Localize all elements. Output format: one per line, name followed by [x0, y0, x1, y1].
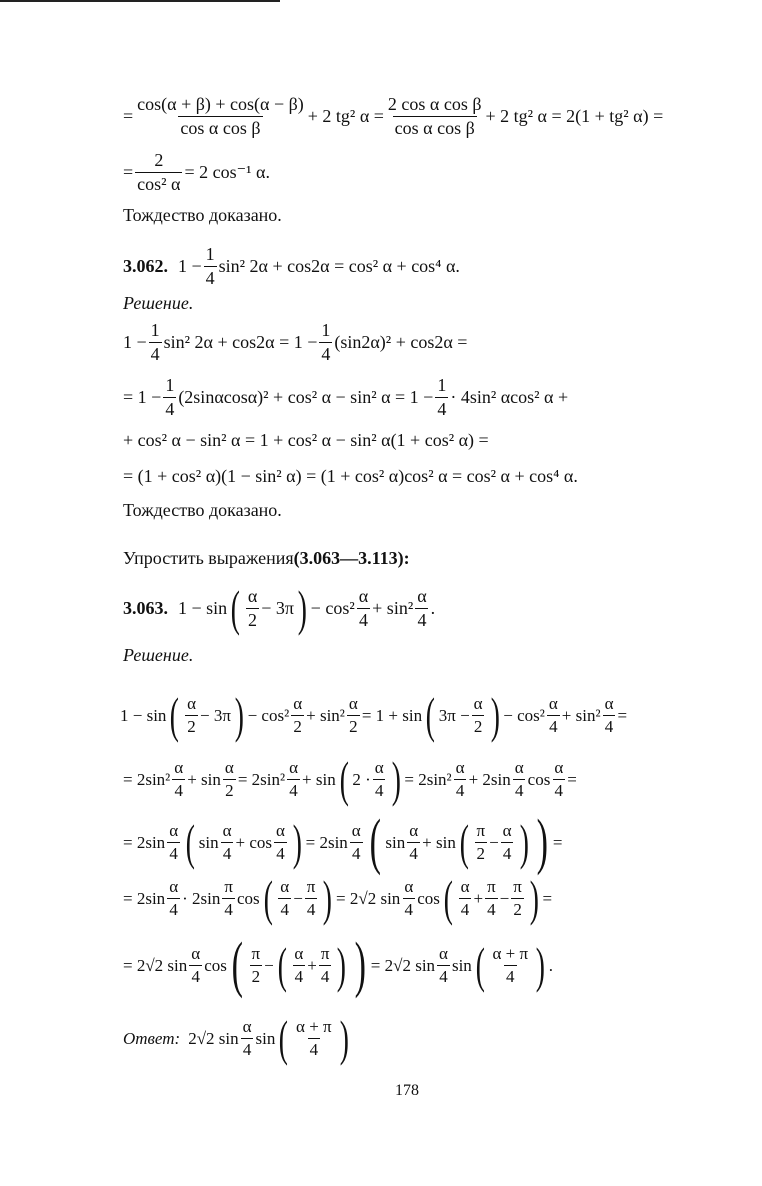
expression: + 2 tg² α = 2(1 + tg² α) = — [485, 106, 664, 126]
problem-number: 3.062. — [123, 256, 168, 276]
solution-3063-line-1: 1 − sin ( $\frac{\alpha}{2}$ − 3π ) − cos² $\frac{\alpha}{2}$ + sin² $\frac{\alpha}{2}$ = 1 + sin ( 3π − $\frac{\alpha}{2}$ ) − cos² $\frac{\alpha}{4}$ + sin² $\frac{\alpha}{4}$ = — [120, 687, 628, 743]
fraction: $\frac{2}{\text{cos² α}}$ — [137, 150, 181, 194]
page-number: 178 — [395, 1082, 419, 1099]
expression: = 2 cos⁻¹ α. — [184, 162, 270, 182]
fraction: $\frac{1}{4}$ — [150, 320, 160, 364]
section-heading-range: (3.063—3.113): — [293, 548, 410, 568]
solution-3062-line-1: 1 − $\frac{1}{4}$ sin² 2α + cos2α = 1 − $\frac{1}{4}$ (sin2α)² + cos2α = — [123, 320, 468, 364]
problem-3063: 3.063. 1 − sin ( $\frac{\alpha}{2}$ − 3π ) − cos² $\frac{\alpha}{4}$ + sin² $\frac{\alpha}{4}$ . — [123, 580, 436, 636]
solution-label-2: Решение. — [123, 645, 194, 665]
expression: sin² 2α + cos2α = cos² α + cos⁴ α. — [218, 256, 460, 276]
fraction: $\frac{\text{2 cos α cos β}}{\text{cos α cos β}}$ — [387, 94, 482, 138]
fraction: $\frac{1}{4}$ — [205, 244, 215, 288]
fraction: $\frac{1}{4}$ — [165, 375, 175, 419]
solution-3063-line-2: = 2sin² $\frac{\alpha}{4}$ + sin $\frac{\alpha}{2}$ = 2sin² $\frac{\alpha}{4}$ + sin ( 2 · $\frac{\alpha}{4}$ ) = 2sin² $\frac{\alpha}{4}$ + 2sin $\frac{\alpha}{4}$ cos $\frac{\alpha}{4}$ = — [123, 751, 577, 807]
solution-3063-line-4: = 2sin $\frac{\alpha}{4}$ · 2sin $\frac{\pi}{4}$ cos ( $\frac{\alpha}{4}$ − $\frac{\pi}{4}$ ) = 2√2 sin $\frac{\alpha}{4}$ cos ( $\frac{\alpha}{4}$ + $\frac{\pi}{4}$ − $\frac{\pi}{2}$ ) = — [123, 870, 553, 926]
identity-line-2 — [123, 150, 270, 195]
eq-sign: = — [123, 162, 134, 182]
proved-text-1: Тождество доказано. — [123, 205, 282, 225]
answer-line: Ответ: 2√2 sin $\frac{\alpha}{4}$ sin ( $\frac{\alpha + \pi}{4}$ ) — [123, 1010, 349, 1066]
expression: 1 − — [178, 256, 202, 276]
fraction: $\frac{\alpha}{4}$ — [417, 586, 427, 630]
proved-text-2: Тождество доказано. — [123, 500, 282, 520]
section-heading — [123, 548, 410, 569]
problem-3062 — [123, 244, 460, 289]
parenthesized-group: ( $\frac{\alpha}{2}$ − 3π ) — [230, 580, 307, 636]
fraction: $\frac{1}{4}$ — [437, 375, 447, 419]
eq-sign: = — [123, 106, 134, 126]
expression: + 2 tg² α = — [307, 106, 384, 126]
section-heading-text: Упростить выражения — [123, 548, 294, 568]
problem-number: 3.063. — [123, 598, 168, 618]
fraction: $\frac{\alpha}{4}$ — [358, 586, 369, 630]
answer-label: Ответ: — [123, 1028, 181, 1048]
identity-line-1 — [123, 94, 663, 139]
fraction: $\frac{\cos(\alpha + \beta) + \cos(\alpha - \beta)}{\text{cos α cos β}}$ — [137, 94, 304, 138]
solution-label-1: Решение. — [123, 293, 194, 313]
solution-3063-line-3: = 2sin $\frac{\alpha}{4}$ ( sin $\frac{\alpha}{4}$ + cos $\frac{\alpha}{4}$ ) = 2sin $\frac{\alpha}{4}$ ( sin $\frac{\alpha}{4}$ + sin ( $\frac{\pi}{2}$ − $\frac{\alpha}{4}$ ) ) = — [123, 808, 563, 876]
fraction: $\frac{1}{4}$ — [321, 320, 331, 364]
solution-3062-line-4: = (1 + cos² α)(1 − sin² α) = (1 + cos² α)cos² α = cos² α + cos⁴ α. — [123, 466, 578, 486]
top-rule — [0, 0, 280, 2]
solution-3063-line-5: = 2√2 sin $\frac{\alpha}{4}$ cos ( $\frac{\pi}{2}$ − ( $\frac{\alpha}{4}$ + $\frac{\pi}{4}$ ) ) = 2√2 sin $\frac{\alpha}{4}$ sin ( $\frac{\alpha + \pi}{4}$ ) . — [123, 931, 553, 999]
solution-3062-line-3: + cos² α − sin² α = 1 + cos² α − sin² α(1 + cos² α) = — [123, 430, 489, 450]
solution-3062-line-2: = 1 − $\frac{1}{4}$ (2sinαcosα)² + cos² α − sin² α = 1 − $\frac{1}{4}$ · 4sin² αcos² α + — [123, 375, 569, 419]
